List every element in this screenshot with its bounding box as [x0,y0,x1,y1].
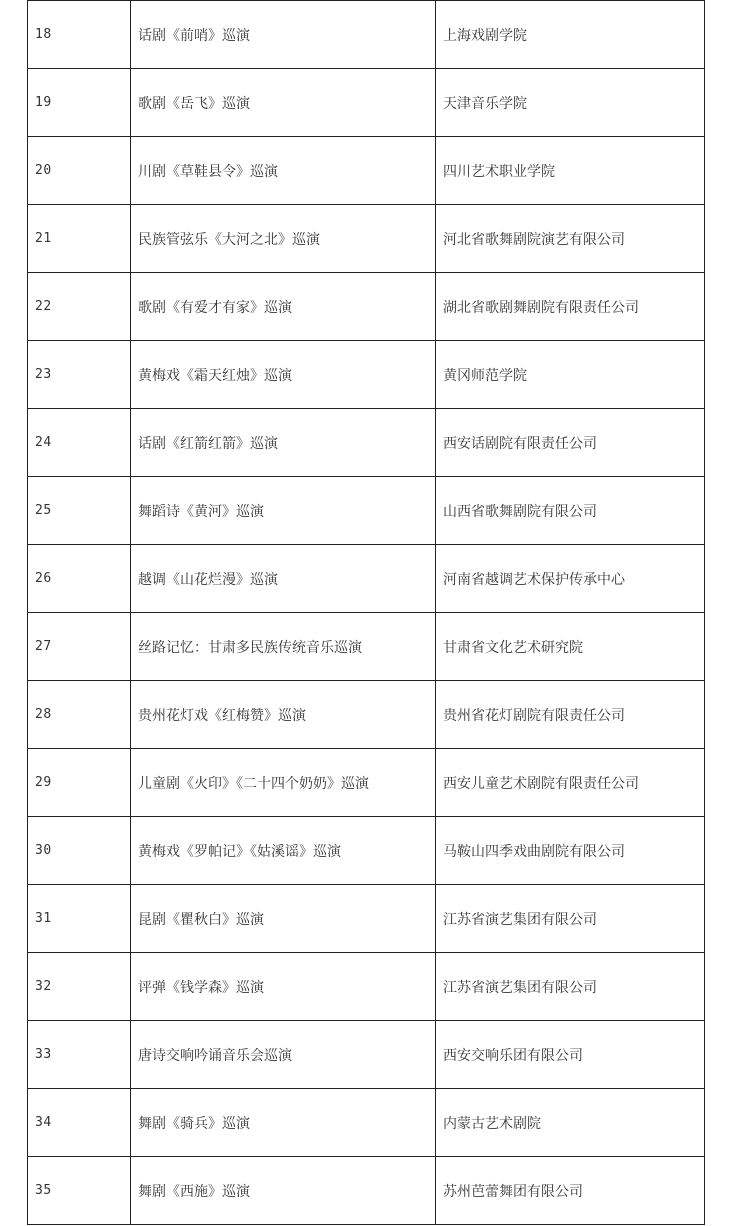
row-number: 35 [28,1157,131,1225]
table-row [28,205,705,273]
organizer-unit: 苏州芭蕾舞团有限公司 [436,1157,705,1225]
organizer-unit: 天津音乐学院 [436,69,705,137]
organizer-unit: 西安话剧院有限责任公司 [436,409,705,477]
program-name: 民族管弦乐《大河之北》巡演 [131,205,436,273]
organizer-unit: 内蒙古艺术剧院 [436,1089,705,1157]
table-row [28,341,705,409]
program-name: 丝路记忆：甘肃多民族传统音乐巡演 [131,613,436,681]
row-number: 27 [28,613,131,681]
program-name: 话剧《前哨》巡演 [131,1,436,69]
row-number: 29 [28,749,131,817]
program-name: 唐诗交响吟诵音乐会巡演 [131,1021,436,1089]
organizer-unit: 贵州省花灯剧院有限责任公司 [436,681,705,749]
organizer-unit: 河南省越调艺术保护传承中心 [436,545,705,613]
row-number: 33 [28,1021,131,1089]
row-number: 22 [28,273,131,341]
table-row [28,273,705,341]
program-name: 舞剧《西施》巡演 [131,1157,436,1225]
row-number: 20 [28,137,131,205]
row-number: 19 [28,69,131,137]
organizer-unit: 山西省歌舞剧院有限公司 [436,477,705,545]
table-row [28,681,705,749]
organizer-unit: 马鞍山四季戏曲剧院有限公司 [436,817,705,885]
organizer-unit: 西安儿童艺术剧院有限责任公司 [436,749,705,817]
row-number: 24 [28,409,131,477]
program-name: 黄梅戏《霜天红烛》巡演 [131,341,436,409]
table-row [28,1,705,69]
row-number: 32 [28,953,131,1021]
table-row [28,477,705,545]
program-name: 话剧《红箭红箭》巡演 [131,409,436,477]
program-name: 贵州花灯戏《红梅赞》巡演 [131,681,436,749]
organizer-unit: 甘肃省文化艺术研究院 [436,613,705,681]
table-row [28,953,705,1021]
table-row [28,749,705,817]
organizer-unit: 江苏省演艺集团有限公司 [436,885,705,953]
row-number: 18 [28,1,131,69]
program-name: 儿童剧《火印》《二十四个奶奶》巡演 [131,749,436,817]
table-row [28,69,705,137]
row-number: 25 [28,477,131,545]
program-name: 舞剧《骑兵》巡演 [131,1089,436,1157]
row-number: 34 [28,1089,131,1157]
program-name: 黄梅戏《罗帕记》《姑溪谣》巡演 [131,817,436,885]
organizer-unit: 黄冈师范学院 [436,341,705,409]
table-row [28,1157,705,1225]
program-name: 评弹《钱学森》巡演 [131,953,436,1021]
row-number: 30 [28,817,131,885]
table-row [28,545,705,613]
organizer-unit: 河北省歌舞剧院演艺有限公司 [436,205,705,273]
organizer-unit: 四川艺术职业学院 [436,137,705,205]
program-name: 昆剧《瞿秋白》巡演 [131,885,436,953]
row-number: 28 [28,681,131,749]
table-row [28,885,705,953]
program-name: 川剧《草鞋县令》巡演 [131,137,436,205]
table-row [28,409,705,477]
row-number: 26 [28,545,131,613]
program-name: 歌剧《岳飞》巡演 [131,69,436,137]
row-number: 31 [28,885,131,953]
organizer-unit: 江苏省演艺集团有限公司 [436,953,705,1021]
organizer-unit: 上海戏剧学院 [436,1,705,69]
table-row [28,613,705,681]
table-row [28,817,705,885]
table-row [28,1089,705,1157]
program-table [27,0,705,1225]
organizer-unit: 西安交响乐团有限公司 [436,1021,705,1089]
table-row [28,1021,705,1089]
program-name: 歌剧《有爱才有家》巡演 [131,273,436,341]
table-row [28,137,705,205]
row-number: 23 [28,341,131,409]
organizer-unit: 湖北省歌剧舞剧院有限责任公司 [436,273,705,341]
program-table-body [28,1,705,1225]
row-number: 21 [28,205,131,273]
program-name: 越调《山花烂漫》巡演 [131,545,436,613]
program-name: 舞蹈诗《黄河》巡演 [131,477,436,545]
